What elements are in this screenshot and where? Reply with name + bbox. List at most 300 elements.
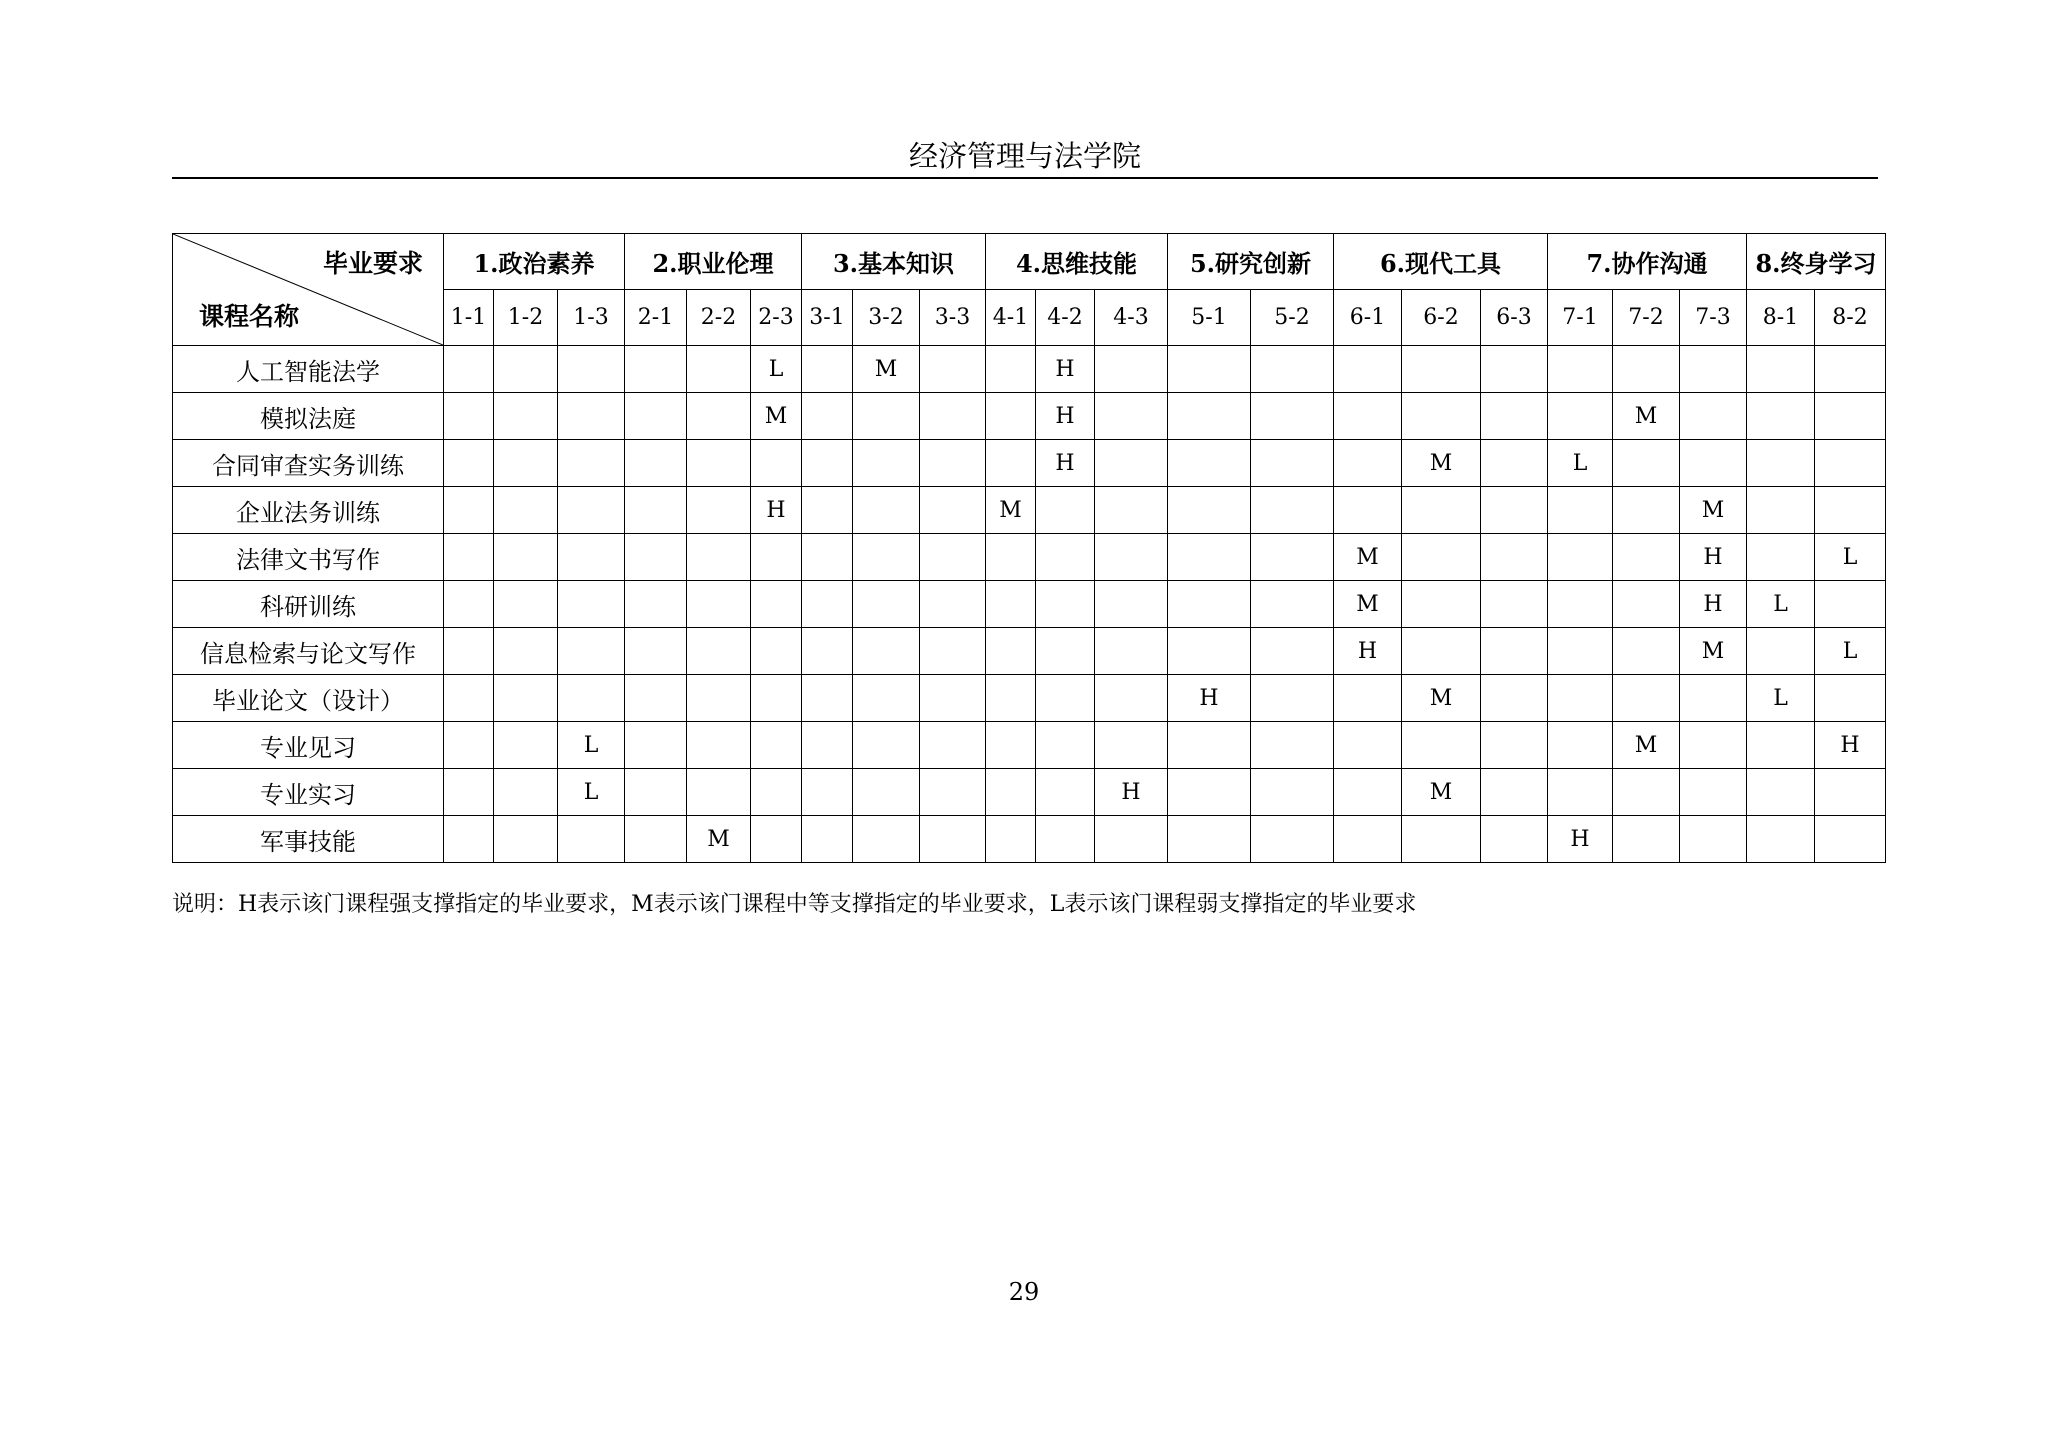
support-level-cell	[1036, 534, 1095, 581]
support-level-cell	[751, 769, 802, 816]
support-level-cell	[687, 534, 751, 581]
support-level-cell	[1815, 393, 1886, 440]
support-level-cell	[751, 581, 802, 628]
support-level-cell	[1036, 487, 1095, 534]
support-level-cell	[1095, 722, 1168, 769]
support-level-cell	[1613, 816, 1680, 863]
support-level-cell	[444, 440, 494, 487]
support-level-cell	[494, 346, 558, 393]
support-level-cell	[1481, 722, 1548, 769]
support-level-cell	[1481, 816, 1548, 863]
support-level-cell	[853, 769, 920, 816]
support-level-cell	[1251, 393, 1334, 440]
requirement-subcolumn-header: 1-3	[558, 290, 625, 346]
support-level-cell	[625, 534, 687, 581]
support-level-cell	[986, 675, 1036, 722]
support-level-cell: M	[1402, 769, 1481, 816]
support-level-cell	[1251, 628, 1334, 675]
support-level-cell	[920, 346, 986, 393]
support-level-cell: H	[1095, 769, 1168, 816]
support-level-cell	[1680, 440, 1747, 487]
support-level-cell	[687, 769, 751, 816]
support-level-cell	[1548, 628, 1613, 675]
support-level-cell: H	[1680, 534, 1747, 581]
support-level-cell	[802, 346, 853, 393]
support-level-cell	[444, 816, 494, 863]
support-level-cell: H	[1168, 675, 1251, 722]
support-level-cell	[494, 581, 558, 628]
support-level-cell: L	[1548, 440, 1613, 487]
support-level-cell	[1747, 440, 1815, 487]
support-level-cell	[687, 581, 751, 628]
support-level-cell	[1680, 722, 1747, 769]
support-level-cell: M	[1680, 487, 1747, 534]
support-level-cell	[1680, 816, 1747, 863]
support-level-cell	[1548, 722, 1613, 769]
support-level-cell	[1402, 346, 1481, 393]
support-level-cell: H	[1548, 816, 1613, 863]
support-level-cell	[1815, 440, 1886, 487]
requirement-subcolumn-header: 1-2	[494, 290, 558, 346]
support-level-cell	[920, 440, 986, 487]
support-level-cell	[687, 346, 751, 393]
support-level-cell	[1548, 675, 1613, 722]
course-name-cell: 合同审查实务训练	[173, 440, 444, 487]
support-level-cell	[1481, 675, 1548, 722]
support-level-cell	[558, 393, 625, 440]
support-level-cell	[1548, 487, 1613, 534]
support-level-cell	[1613, 346, 1680, 393]
support-level-cell	[625, 440, 687, 487]
support-level-cell: H	[1334, 628, 1402, 675]
support-level-cell	[1747, 816, 1815, 863]
support-level-cell	[444, 722, 494, 769]
support-level-cell	[1168, 769, 1251, 816]
support-level-cell	[625, 722, 687, 769]
table-note: 说明：H表示该门课程强支撑指定的毕业要求，M表示该门课程中等支撑指定的毕业要求，L表示该门课程弱支撑指定的毕业要求	[172, 892, 1417, 917]
support-level-cell	[986, 628, 1036, 675]
support-level-cell	[986, 769, 1036, 816]
course-name-cell: 专业实习	[173, 769, 444, 816]
support-level-cell	[986, 440, 1036, 487]
table-row	[173, 346, 1886, 393]
support-level-cell	[1613, 675, 1680, 722]
requirement-group-header: 2.职业伦理	[625, 234, 802, 290]
support-level-cell	[802, 581, 853, 628]
table-row	[173, 487, 1886, 534]
support-level-cell	[625, 628, 687, 675]
support-level-cell: M	[1402, 440, 1481, 487]
support-level-cell: L	[558, 722, 625, 769]
table-row	[173, 675, 1886, 722]
support-level-cell	[1095, 675, 1168, 722]
support-level-cell	[1095, 487, 1168, 534]
support-level-cell	[625, 816, 687, 863]
support-level-cell	[625, 769, 687, 816]
requirement-subcolumn-header: 5-2	[1251, 290, 1334, 346]
support-level-cell	[444, 534, 494, 581]
support-level-cell	[802, 816, 853, 863]
support-level-cell	[1402, 628, 1481, 675]
support-level-cell: M	[1680, 628, 1747, 675]
support-level-cell	[751, 534, 802, 581]
requirement-subcolumn-header: 6-1	[1334, 290, 1402, 346]
support-level-cell	[853, 675, 920, 722]
course-requirement-matrix	[172, 233, 1886, 863]
support-level-cell	[802, 534, 853, 581]
support-level-cell	[1402, 487, 1481, 534]
support-level-cell	[986, 534, 1036, 581]
support-level-cell	[986, 346, 1036, 393]
support-level-cell	[802, 440, 853, 487]
support-level-cell: M	[1334, 581, 1402, 628]
support-level-cell: M	[751, 393, 802, 440]
support-level-cell	[751, 722, 802, 769]
support-level-cell	[1613, 769, 1680, 816]
table-row	[173, 816, 1886, 863]
requirement-subcolumn-header: 3-2	[853, 290, 920, 346]
support-level-cell	[1481, 769, 1548, 816]
support-level-cell	[1548, 393, 1613, 440]
support-level-cell	[1613, 487, 1680, 534]
support-level-cell	[687, 440, 751, 487]
table-row	[173, 581, 1886, 628]
support-level-cell	[625, 346, 687, 393]
support-level-cell: L	[751, 346, 802, 393]
table-row	[173, 393, 1886, 440]
support-level-cell	[687, 487, 751, 534]
support-level-cell	[1036, 816, 1095, 863]
support-level-cell	[558, 440, 625, 487]
requirement-subcolumn-header: 3-1	[802, 290, 853, 346]
support-level-cell	[751, 675, 802, 722]
support-level-cell	[986, 393, 1036, 440]
support-level-cell	[444, 487, 494, 534]
support-level-cell	[802, 487, 853, 534]
support-level-cell	[1548, 534, 1613, 581]
support-level-cell	[751, 628, 802, 675]
support-level-cell: L	[1747, 675, 1815, 722]
requirement-subcolumn-header: 3-3	[920, 290, 986, 346]
requirement-subcolumn-header: 7-1	[1548, 290, 1613, 346]
requirement-group-header: 6.现代工具	[1334, 234, 1548, 290]
course-name-cell: 企业法务训练	[173, 487, 444, 534]
support-level-cell	[625, 581, 687, 628]
support-level-cell	[1747, 769, 1815, 816]
support-level-cell	[494, 440, 558, 487]
support-level-cell	[1481, 487, 1548, 534]
support-level-cell	[1168, 816, 1251, 863]
support-level-cell	[1095, 628, 1168, 675]
support-level-cell	[920, 628, 986, 675]
support-level-cell	[1747, 487, 1815, 534]
support-level-cell	[1680, 675, 1747, 722]
support-level-cell	[1481, 534, 1548, 581]
support-level-cell: M	[1334, 534, 1402, 581]
support-level-cell	[1095, 534, 1168, 581]
support-level-cell	[444, 393, 494, 440]
support-level-cell	[986, 722, 1036, 769]
support-level-cell	[853, 628, 920, 675]
support-level-cell	[1747, 534, 1815, 581]
support-level-cell	[494, 816, 558, 863]
support-level-cell	[1095, 816, 1168, 863]
requirement-group-header: 1.政治素养	[444, 234, 625, 290]
table-corner-cell	[173, 234, 444, 346]
support-level-cell	[1402, 393, 1481, 440]
support-level-cell: M	[1402, 675, 1481, 722]
support-level-cell	[1815, 675, 1886, 722]
support-level-cell	[1036, 722, 1095, 769]
requirement-group-header: 8.终身学习	[1747, 234, 1886, 290]
requirement-subcolumn-header: 1-1	[444, 290, 494, 346]
support-level-cell	[1548, 769, 1613, 816]
course-name-cell: 人工智能法学	[173, 346, 444, 393]
support-level-cell	[1747, 722, 1815, 769]
support-level-cell	[1334, 675, 1402, 722]
support-level-cell	[1815, 581, 1886, 628]
corner-label-course-name: 课程名称	[199, 302, 300, 331]
support-level-cell	[802, 722, 853, 769]
support-level-cell	[444, 675, 494, 722]
support-level-cell	[1613, 534, 1680, 581]
requirement-subcolumn-header: 4-1	[986, 290, 1036, 346]
support-level-cell	[1402, 581, 1481, 628]
support-level-cell	[920, 769, 986, 816]
support-level-cell	[1747, 393, 1815, 440]
page-header-title: 经济管理与法学院	[908, 139, 1141, 173]
course-name-cell: 科研训练	[173, 581, 444, 628]
support-level-cell	[1481, 393, 1548, 440]
support-level-cell	[558, 346, 625, 393]
table-row	[173, 769, 1886, 816]
support-level-cell	[920, 393, 986, 440]
support-level-cell	[1168, 722, 1251, 769]
support-level-cell: M	[853, 346, 920, 393]
support-level-cell	[1334, 393, 1402, 440]
support-level-cell	[1747, 346, 1815, 393]
support-level-cell	[751, 816, 802, 863]
support-level-cell	[1334, 487, 1402, 534]
support-level-cell	[1613, 628, 1680, 675]
support-level-cell	[625, 675, 687, 722]
support-level-cell	[1251, 722, 1334, 769]
support-level-cell	[1036, 769, 1095, 816]
support-level-cell	[1481, 346, 1548, 393]
requirement-subcolumn-header: 6-3	[1481, 290, 1548, 346]
support-level-cell: M	[1613, 722, 1680, 769]
support-level-cell	[853, 487, 920, 534]
support-level-cell	[1815, 346, 1886, 393]
support-level-cell	[444, 769, 494, 816]
support-level-cell	[558, 581, 625, 628]
support-level-cell	[625, 487, 687, 534]
support-level-cell	[1334, 769, 1402, 816]
requirement-subcolumn-header: 6-2	[1402, 290, 1481, 346]
support-level-cell	[1548, 581, 1613, 628]
support-level-cell	[558, 487, 625, 534]
table-row	[173, 722, 1886, 769]
support-level-cell	[1402, 816, 1481, 863]
support-level-cell	[1251, 487, 1334, 534]
support-level-cell	[558, 628, 625, 675]
support-level-cell: H	[1036, 393, 1095, 440]
support-level-cell	[1402, 534, 1481, 581]
support-level-cell: L	[558, 769, 625, 816]
support-level-cell	[494, 769, 558, 816]
support-level-cell	[1747, 628, 1815, 675]
support-level-cell	[444, 628, 494, 675]
support-level-cell	[558, 816, 625, 863]
course-name-cell: 信息检索与论文写作	[173, 628, 444, 675]
support-level-cell: H	[1815, 722, 1886, 769]
support-level-cell	[1095, 346, 1168, 393]
support-level-cell	[1680, 769, 1747, 816]
support-level-cell	[1036, 581, 1095, 628]
support-level-cell	[558, 534, 625, 581]
support-level-cell: L	[1815, 534, 1886, 581]
support-level-cell	[1251, 816, 1334, 863]
support-level-cell	[1251, 769, 1334, 816]
support-level-cell	[494, 487, 558, 534]
support-level-cell: M	[687, 816, 751, 863]
requirement-subcolumn-header: 5-1	[1168, 290, 1251, 346]
support-level-cell: L	[1815, 628, 1886, 675]
support-level-cell	[1095, 393, 1168, 440]
support-level-cell	[1334, 346, 1402, 393]
support-level-cell	[1168, 346, 1251, 393]
requirement-group-header: 4.思维技能	[986, 234, 1168, 290]
requirement-group-header: 3.基本知识	[802, 234, 986, 290]
support-level-cell	[920, 581, 986, 628]
requirement-group-row	[173, 234, 1886, 290]
support-level-cell	[1251, 675, 1334, 722]
support-level-cell	[1036, 675, 1095, 722]
support-level-cell	[558, 675, 625, 722]
support-level-cell	[1251, 346, 1334, 393]
support-level-cell	[920, 722, 986, 769]
support-level-cell	[1251, 440, 1334, 487]
support-level-cell	[494, 393, 558, 440]
support-level-cell	[494, 722, 558, 769]
header-divider	[172, 177, 1878, 179]
support-level-cell	[1613, 581, 1680, 628]
support-level-cell	[1095, 581, 1168, 628]
support-level-cell	[687, 628, 751, 675]
support-level-cell	[1168, 628, 1251, 675]
support-level-cell	[625, 393, 687, 440]
support-level-cell	[986, 816, 1036, 863]
requirement-subcolumn-header: 7-2	[1613, 290, 1680, 346]
support-level-cell	[853, 722, 920, 769]
support-level-cell	[1168, 534, 1251, 581]
support-level-cell: M	[986, 487, 1036, 534]
support-level-cell	[1548, 346, 1613, 393]
support-level-cell: H	[1036, 346, 1095, 393]
support-level-cell	[853, 581, 920, 628]
support-level-cell	[751, 440, 802, 487]
support-level-cell	[1680, 346, 1747, 393]
support-level-cell	[1334, 816, 1402, 863]
requirement-group-header: 5.研究创新	[1168, 234, 1334, 290]
support-level-cell	[802, 393, 853, 440]
support-level-cell	[802, 769, 853, 816]
table-row	[173, 534, 1886, 581]
support-level-cell	[1680, 393, 1747, 440]
support-level-cell	[986, 581, 1036, 628]
support-level-cell: L	[1747, 581, 1815, 628]
support-level-cell	[494, 675, 558, 722]
support-level-cell	[444, 346, 494, 393]
support-level-cell	[920, 816, 986, 863]
support-level-cell	[1402, 722, 1481, 769]
support-level-cell	[1168, 440, 1251, 487]
requirement-subcolumn-header: 2-2	[687, 290, 751, 346]
support-level-cell	[1251, 581, 1334, 628]
support-level-cell	[1168, 393, 1251, 440]
support-level-cell	[494, 628, 558, 675]
course-name-cell: 法律文书写作	[173, 534, 444, 581]
support-level-cell	[444, 581, 494, 628]
support-level-cell	[853, 816, 920, 863]
support-level-cell	[1334, 722, 1402, 769]
support-level-cell	[920, 487, 986, 534]
requirement-subcolumn-header: 2-1	[625, 290, 687, 346]
support-level-cell	[1815, 487, 1886, 534]
support-level-cell	[687, 675, 751, 722]
support-level-cell: H	[1680, 581, 1747, 628]
support-level-cell: H	[751, 487, 802, 534]
support-level-cell	[1481, 581, 1548, 628]
requirement-subcolumn-header: 4-3	[1095, 290, 1168, 346]
support-level-cell	[1168, 487, 1251, 534]
requirement-subcolumn-header: 7-3	[1680, 290, 1747, 346]
table-row	[173, 628, 1886, 675]
support-level-cell	[802, 675, 853, 722]
support-level-cell	[687, 393, 751, 440]
support-level-cell	[920, 675, 986, 722]
course-name-cell: 军事技能	[173, 816, 444, 863]
support-level-cell	[920, 534, 986, 581]
course-name-cell: 专业见习	[173, 722, 444, 769]
requirement-group-header: 7.协作沟通	[1548, 234, 1747, 290]
requirement-subcolumn-header: 4-2	[1036, 290, 1095, 346]
requirement-subcolumn-header: 8-1	[1747, 290, 1815, 346]
support-level-cell	[1168, 581, 1251, 628]
support-level-cell	[853, 440, 920, 487]
requirement-subcolumn-header: 2-3	[751, 290, 802, 346]
support-level-cell	[802, 628, 853, 675]
page-number: 29	[1008, 1278, 1040, 1306]
support-level-cell	[1481, 628, 1548, 675]
table-row	[173, 440, 1886, 487]
support-level-cell	[1481, 440, 1548, 487]
support-level-cell	[1036, 628, 1095, 675]
support-level-cell	[1815, 769, 1886, 816]
support-level-cell	[1334, 440, 1402, 487]
support-level-cell	[687, 722, 751, 769]
support-level-cell	[853, 393, 920, 440]
support-level-cell: M	[1613, 393, 1680, 440]
course-name-cell: 模拟法庭	[173, 393, 444, 440]
support-level-cell	[853, 534, 920, 581]
course-name-cell: 毕业论文（设计）	[173, 675, 444, 722]
support-level-cell	[1251, 534, 1334, 581]
support-level-cell	[494, 534, 558, 581]
support-level-cell: H	[1036, 440, 1095, 487]
support-level-cell	[1613, 440, 1680, 487]
support-level-cell	[1095, 440, 1168, 487]
